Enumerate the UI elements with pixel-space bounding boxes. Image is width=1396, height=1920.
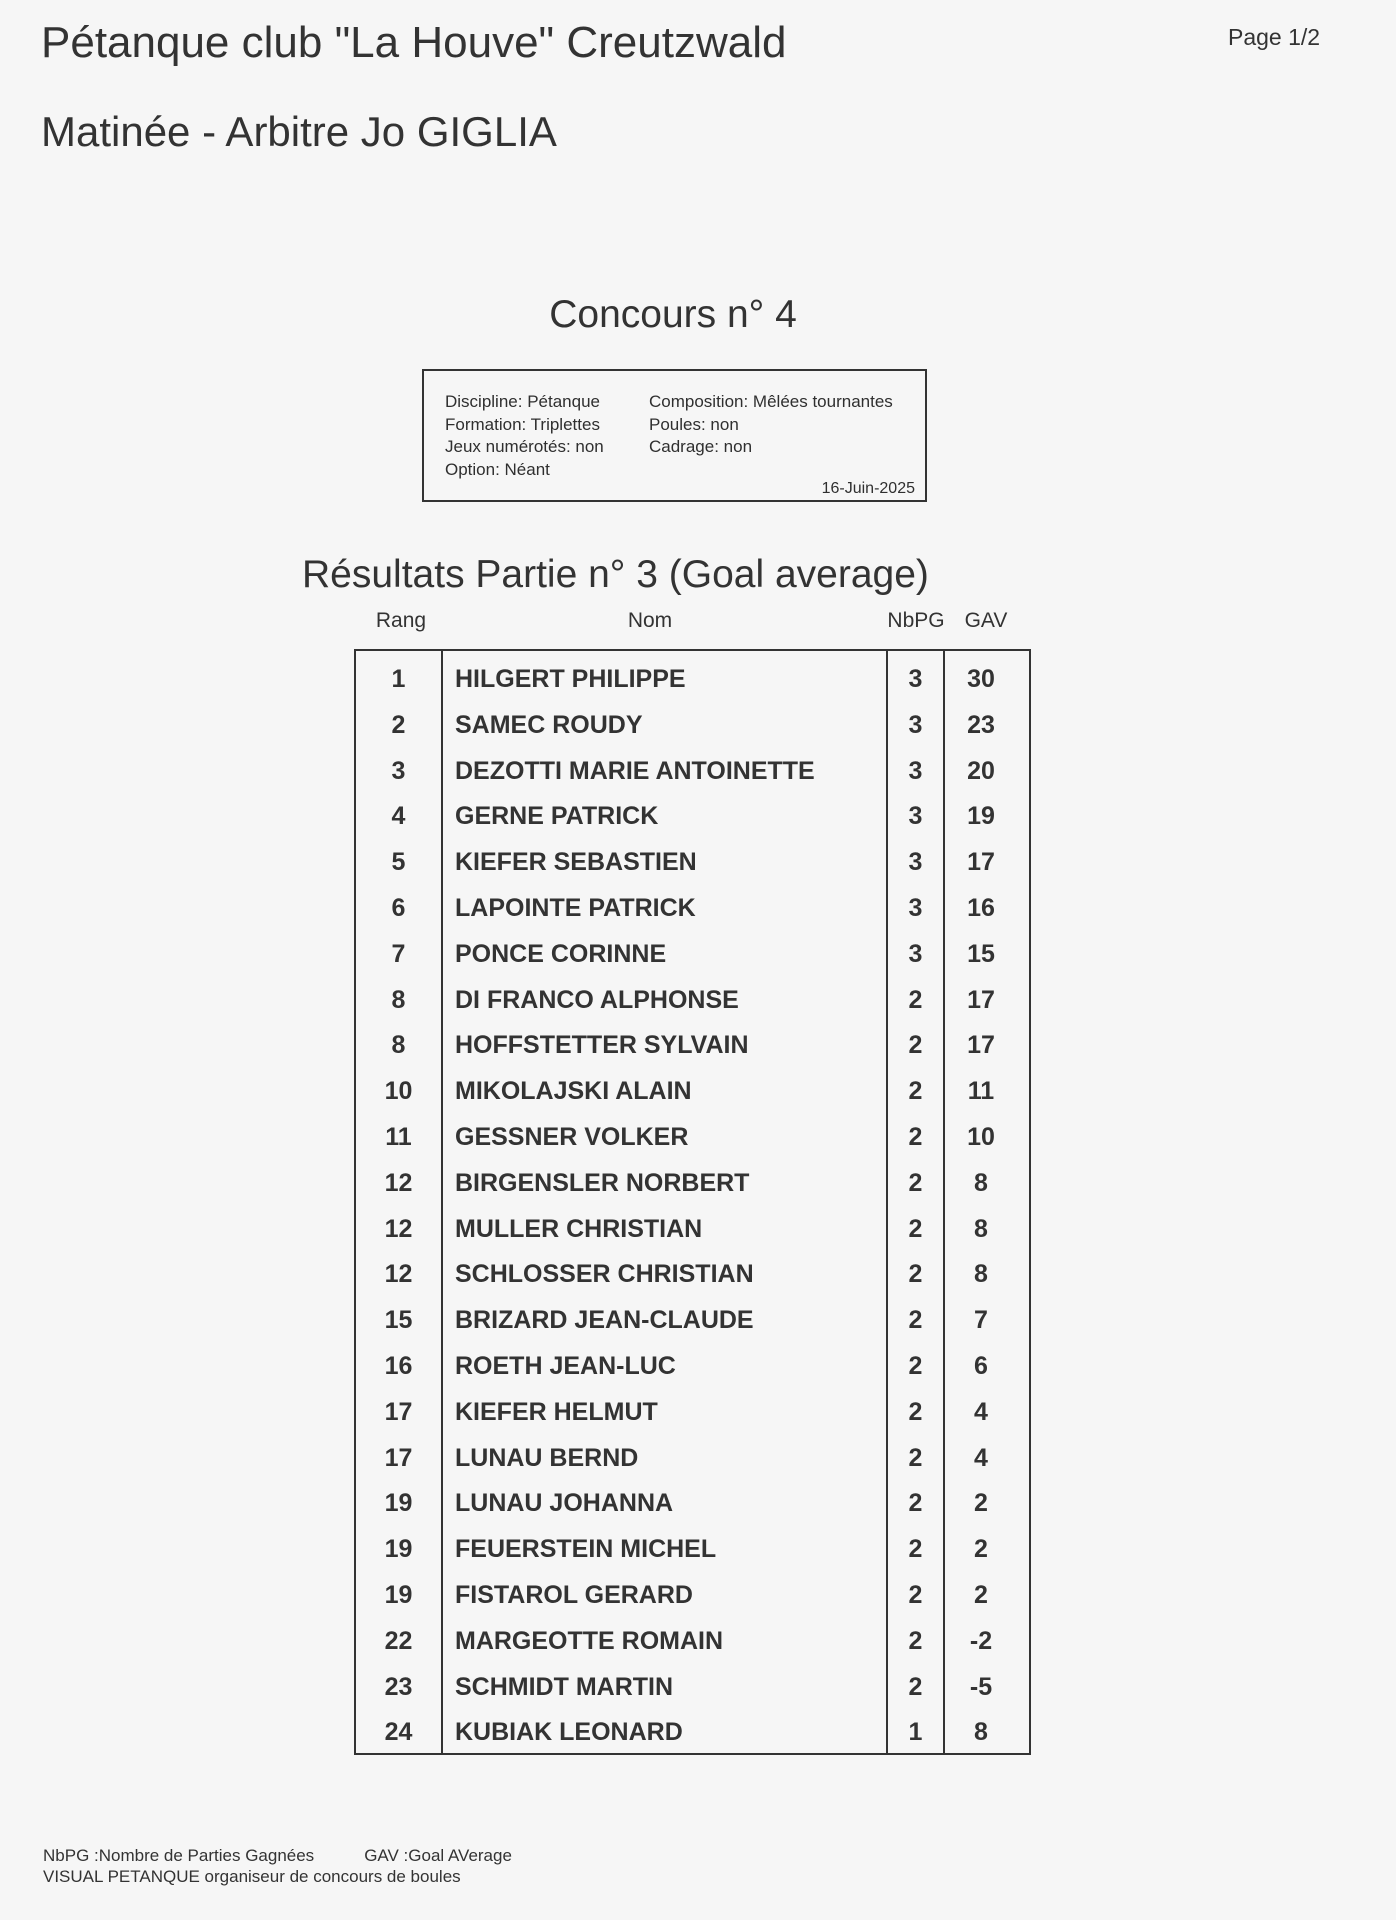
table-row <box>356 1669 1029 1715</box>
header-rang: Rang <box>375 609 427 632</box>
table-row <box>356 1348 1029 1394</box>
table-row <box>356 1119 1029 1165</box>
concours-title: Concours n° 4 <box>549 293 797 336</box>
gav-cell: 20 <box>967 756 995 785</box>
name-cell: MARGEOTTE ROMAIN <box>455 1626 724 1655</box>
table-row <box>356 1623 1029 1669</box>
rank-cell: 12 <box>384 1260 413 1289</box>
nbpg-cell: 2 <box>908 1397 923 1426</box>
nbpg-cell: 2 <box>908 1443 923 1472</box>
rank-cell: 1 <box>391 665 406 693</box>
nbpg-cell: 3 <box>908 710 923 739</box>
nbpg-cell: 2 <box>908 1489 923 1518</box>
name-cell: MULLER CHRISTIAN <box>455 1214 703 1243</box>
results-title: Résultats Partie n° 3 (Goal average) <box>302 553 929 596</box>
table-row <box>356 890 1029 936</box>
header-gav: GAV <box>964 609 1008 632</box>
table-row <box>356 1073 1029 1119</box>
results-rows <box>356 661 1029 1760</box>
table-row <box>356 798 1029 844</box>
table-row <box>356 982 1029 1028</box>
info-formation: Formation: Triplettes <box>445 414 600 434</box>
rank-cell: 19 <box>384 1535 413 1564</box>
name-cell: GESSNER VOLKER <box>455 1122 689 1151</box>
name-cell: GERNE PATRICK <box>455 802 659 831</box>
info-jeux: Jeux numérotés: non <box>445 437 604 456</box>
table-row <box>356 1394 1029 1440</box>
gav-cell: 17 <box>967 985 995 1014</box>
name-cell: DEZOTTI MARIE ANTOINETTE <box>455 756 815 785</box>
rank-cell: 11 <box>385 1122 412 1151</box>
nbpg-cell: 2 <box>908 1260 923 1289</box>
gav-cell: -5 <box>969 1672 993 1701</box>
rank-cell: 17 <box>384 1443 413 1472</box>
table-row <box>356 936 1029 982</box>
name-cell: LUNAU BERND <box>455 1443 639 1472</box>
rank-cell: 19 <box>384 1489 413 1518</box>
gav-cell: 2 <box>974 1580 988 1609</box>
nbpg-cell: 2 <box>908 1214 923 1243</box>
footer-legend <box>43 1846 512 1866</box>
rank-cell: 23 <box>384 1672 413 1701</box>
gav-cell: 8 <box>974 1260 988 1289</box>
gav-cell: 30 <box>967 665 995 693</box>
gav-cell: 10 <box>967 1122 995 1151</box>
nbpg-cell: 2 <box>908 1031 923 1060</box>
name-cell: ROETH JEAN-LUC <box>455 1351 676 1380</box>
table-row <box>356 1027 1029 1073</box>
name-cell: MIKOLAJSKI ALAIN <box>455 1077 692 1106</box>
table-row <box>356 707 1029 753</box>
gav-cell: 8 <box>974 1168 988 1197</box>
table-row <box>356 1577 1029 1623</box>
name-cell: FEUERSTEIN MICHEL <box>455 1535 717 1564</box>
rank-cell: 22 <box>384 1626 413 1655</box>
rank-cell: 5 <box>391 848 406 877</box>
nbpg-cell: 2 <box>908 1351 923 1380</box>
info-cadrage: Cadrage: non <box>649 437 753 456</box>
info-option: Option: Néant <box>445 459 550 479</box>
gav-cell: 15 <box>967 939 995 968</box>
footer-organizer: VISUAL PETANQUE organiseur de concours de boules <box>43 1867 461 1886</box>
name-cell: SCHMIDT MARTIN <box>455 1672 674 1701</box>
name-cell: KIEFER SEBASTIEN <box>455 848 697 877</box>
gav-cell: 16 <box>967 893 995 922</box>
nbpg-cell: 2 <box>908 1535 923 1564</box>
info-poules: Poules: non <box>649 414 739 434</box>
nbpg-cell: 3 <box>908 665 923 693</box>
nbpg-cell: 3 <box>908 893 923 922</box>
gav-cell: 2 <box>974 1535 988 1564</box>
header-nbpg: NbPG <box>887 609 945 632</box>
name-cell: SAMEC ROUDY <box>455 710 643 739</box>
gav-cell: 17 <box>967 848 995 877</box>
gav-cell: 4 <box>974 1443 988 1472</box>
results-table <box>354 649 1031 1755</box>
name-cell: BRIZARD JEAN-CLAUDE <box>455 1306 754 1335</box>
rank-cell: 12 <box>384 1214 413 1243</box>
gav-cell: 8 <box>974 1718 988 1747</box>
nbpg-cell: 2 <box>908 985 923 1014</box>
gav-cell: 4 <box>974 1397 988 1426</box>
rank-cell: 24 <box>384 1718 413 1747</box>
gav-cell: 8 <box>974 1214 988 1243</box>
gav-cell: 7 <box>974 1306 988 1335</box>
gav-cell: -2 <box>969 1626 993 1655</box>
nbpg-cell: 2 <box>908 1306 923 1335</box>
name-cell: HILGERT PHILIPPE <box>455 665 686 693</box>
nbpg-cell: 2 <box>908 1122 923 1151</box>
table-row <box>356 1256 1029 1302</box>
gav-cell: 17 <box>967 1031 995 1060</box>
nbpg-cell: 3 <box>908 756 923 785</box>
nbpg-cell: 2 <box>908 1077 923 1106</box>
rank-cell: 4 <box>391 802 406 831</box>
nbpg-cell: 2 <box>908 1626 923 1655</box>
gav-cell: 6 <box>974 1351 988 1380</box>
nbpg-cell: 3 <box>908 802 923 831</box>
rank-cell: 16 <box>384 1351 413 1380</box>
page-number: Page 1/2 <box>1228 24 1321 50</box>
name-cell: LAPOINTE PATRICK <box>455 893 696 922</box>
rank-cell: 10 <box>384 1077 413 1106</box>
club-title: Pétanque club "La Houve" Creutzwald <box>41 18 787 67</box>
rank-cell: 3 <box>391 756 406 785</box>
table-row <box>356 1211 1029 1257</box>
gav-cell: 19 <box>967 802 995 831</box>
nbpg-cell: 2 <box>908 1580 923 1609</box>
name-cell: LUNAU JOHANNA <box>455 1489 674 1518</box>
header-nom: Nom <box>627 609 673 632</box>
name-cell: KUBIAK LEONARD <box>455 1718 683 1747</box>
rank-cell: 8 <box>391 985 406 1014</box>
rank-cell: 12 <box>384 1168 413 1197</box>
name-cell: KIEFER HELMUT <box>455 1397 658 1426</box>
table-row <box>356 1485 1029 1531</box>
rank-cell: 17 <box>384 1397 413 1426</box>
info-discipline: Discipline: Pétanque <box>445 392 600 411</box>
nbpg-cell: 1 <box>908 1718 923 1747</box>
session-title: Matinée - Arbitre Jo GIGLIA <box>41 108 557 155</box>
rank-cell: 2 <box>391 710 406 739</box>
competition-info-box <box>422 369 927 502</box>
table-row <box>356 844 1029 890</box>
info-composition: Composition: Mêlées tournantes <box>649 392 893 411</box>
rank-cell: 8 <box>391 1031 406 1060</box>
table-row <box>356 753 1029 799</box>
table-row <box>356 1440 1029 1486</box>
table-row <box>356 1531 1029 1577</box>
info-left-column <box>445 391 604 481</box>
table-row <box>356 661 1029 707</box>
table-row <box>356 1165 1029 1211</box>
name-cell: DI FRANCO ALPHONSE <box>455 985 739 1014</box>
name-cell: BIRGENSLER NORBERT <box>455 1168 750 1197</box>
nbpg-cell: 2 <box>908 1672 923 1701</box>
name-cell: HOFFSTETTER SYLVAIN <box>455 1031 749 1060</box>
info-date: 16-Juin-2025 <box>821 480 915 497</box>
name-cell: SCHLOSSER CHRISTIAN <box>455 1260 754 1289</box>
name-cell: PONCE CORINNE <box>455 939 667 968</box>
nbpg-cell: 3 <box>908 939 923 968</box>
nbpg-cell: 3 <box>908 848 923 877</box>
rank-cell: 19 <box>384 1580 413 1609</box>
table-row <box>356 1302 1029 1348</box>
info-right-column <box>649 391 893 459</box>
gav-cell: 11 <box>967 1077 995 1106</box>
rank-cell: 7 <box>391 939 406 968</box>
rank-cell: 6 <box>391 893 406 922</box>
name-cell: FISTAROL GERARD <box>455 1580 693 1609</box>
footer-nbpg-definition: NbPG :Nombre de Parties Gagnées <box>43 1846 315 1865</box>
table-row <box>356 1714 1029 1760</box>
gav-cell: 2 <box>974 1489 988 1518</box>
nbpg-cell: 2 <box>908 1168 923 1197</box>
gav-cell: 23 <box>967 710 995 739</box>
footer-gav-definition: GAV :Goal AVerage <box>364 1846 512 1865</box>
rank-cell: 15 <box>384 1306 413 1335</box>
